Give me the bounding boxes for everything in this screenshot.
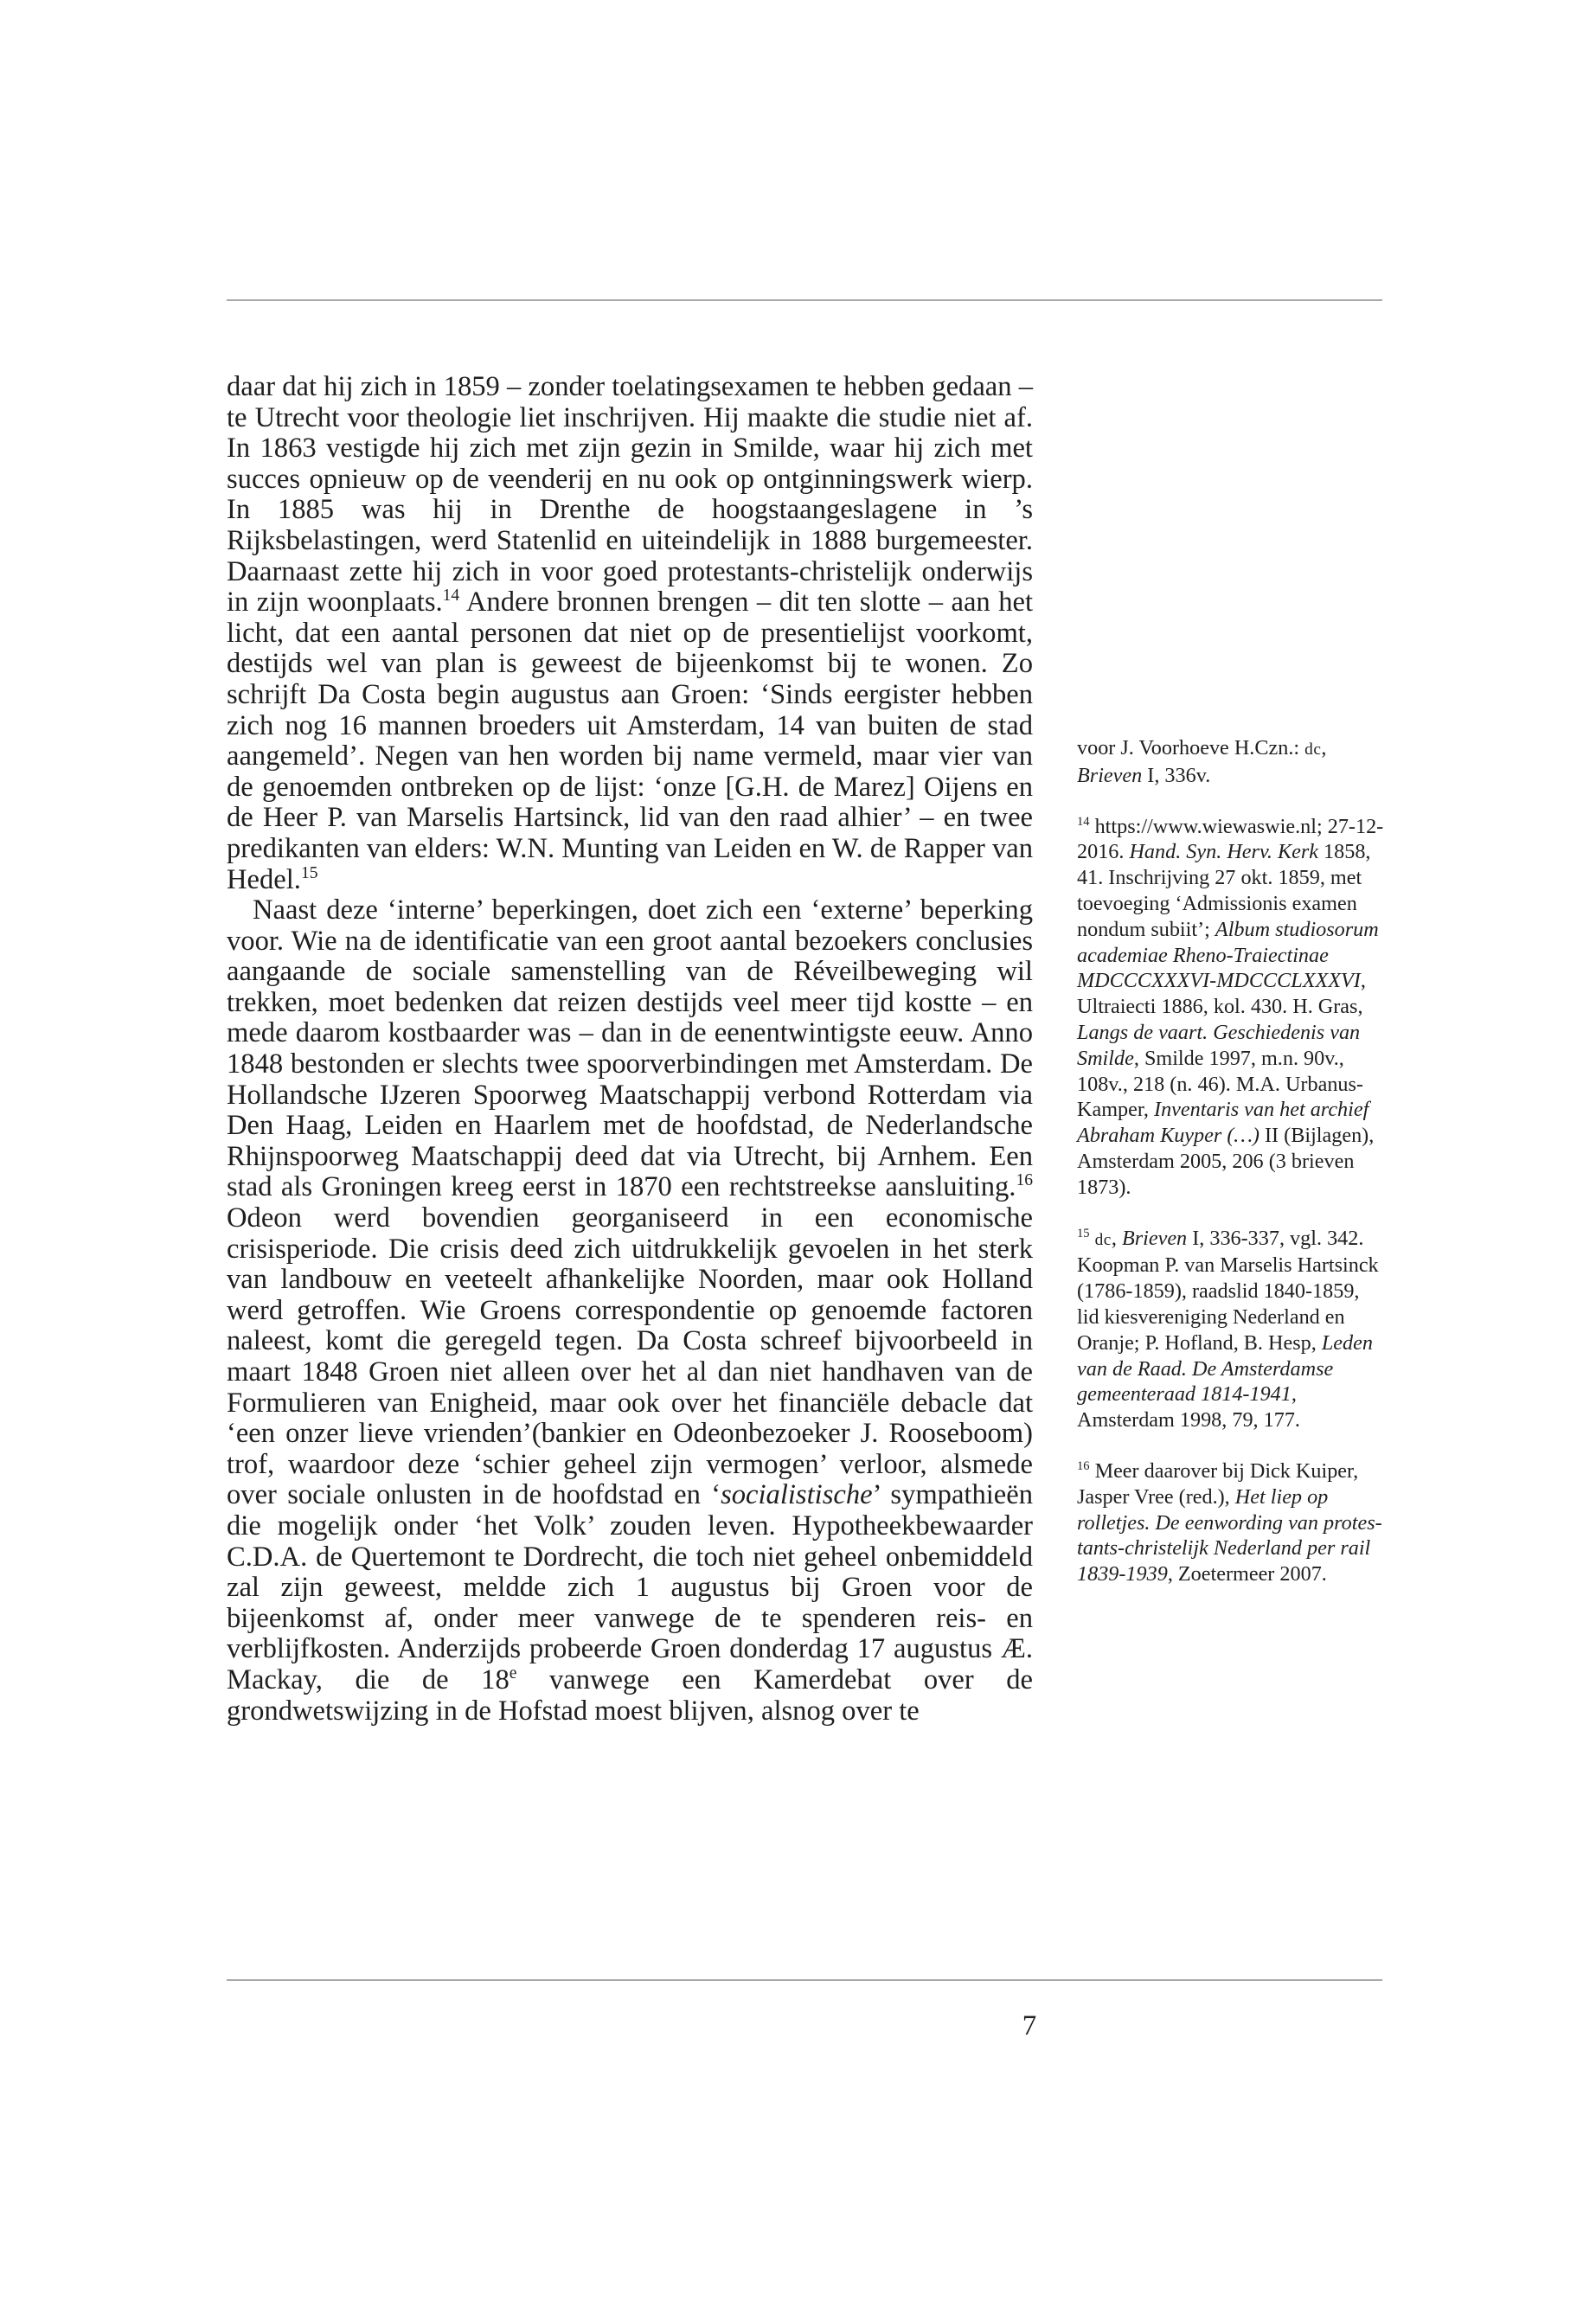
text-run: , xyxy=(1321,736,1327,760)
footnote-15 xyxy=(1077,1226,1384,1433)
footnote-continued xyxy=(1077,735,1384,789)
italic-text: Leden van de Raad. De Amsterdamse gemeenteraad 1814-1941 xyxy=(1077,1330,1373,1407)
footnote-ref: 16 xyxy=(1016,1171,1033,1190)
text-run: , Smilde 1997, m.n. 90v., 108v., 218 (n. 46). M.A. Urbanus-Kamper, xyxy=(1077,1046,1363,1122)
italic-text: Inventaris van het archief Abraham Kuyper (…) xyxy=(1077,1098,1369,1148)
text-run: I, 336v. xyxy=(1142,763,1211,787)
text-run: , xyxy=(1111,1226,1122,1250)
text-run: Odeon werd bovendien georganiseerd in een economische crisisperiode. Die crisis deed zich uitdrukkelijk gevoelen in het sterk van landbouw en veeteelt afhankelijke Noorden, maar ook Holland werd getroffen. Wie Groens correspondentie op genoemde factoren naleest, komt die geregeld tegen. Da Costa schreef bijvoorbeeld in maart 1848 Groen niet alleen over het al dan niet handhaven van de Formulieren van Enigheid, maar ook over het financiële debacle dat ‘een onzer lieve vrienden’(bankier en Odeonbezoeker J. Rooseboom) trof, waardoor deze ‘schier geheel zijn vermogen’ verloor, alsmede over sociale onlusten in de hoofdstad en ‘ xyxy=(227,1202,1033,1511)
text-run: https://www.wiewaswie.nl; 27-12-2016. xyxy=(1077,814,1384,864)
text-run: Naast deze ‘interne’ beperkingen, doet zich een ‘externe’ beperking voor. Wie na de identificatie van een groot aantal bezoekers conclusies aangaande de sociale samenstelling van de Réveilbeweging wil trekken, moet bedenken dat reizen destijds veel meer tijd kostte – en mede daarom kostbaarder was – dan in de eenentwintigste eeuw. Anno 1848 bestonden er slechts twee spoorverbindingen met Amsterdam. De Hollandsche IJzeren Spoorweg Maatschappij verbond Rotterdam via Den Haag, Leiden en Haarlem met de hoofdstad, de Nederlandsche Rhijnspoorweg Maatschappij deed dat via Utrecht, bij Arnhem. Een stad als Groningen kreeg eerst in 1870 een rechtstreekse aansluiting. xyxy=(227,894,1033,1203)
footnote-14 xyxy=(1077,814,1384,1201)
footnote-ref: 15 xyxy=(1077,1226,1090,1240)
page-number: 7 xyxy=(1022,2010,1037,2041)
footnote-16 xyxy=(1077,1458,1384,1587)
text-run: I, 336-337, vgl. 342. Koopman P. van Marselis Hartsinck (1786-1859), raadslid 1840-1859, lid kiesvereniging Nederland en Oranje; P. Hofland, B. Hesp, xyxy=(1077,1226,1379,1355)
italic-text: Album studiosorum academiae Rheno-Traiectinae MDCCCXXXVI-MDCCCLXXXVI xyxy=(1077,917,1379,993)
text-run: , Zoetermeer 2007. xyxy=(1167,1562,1327,1586)
text-run: ’ sympathieën die mogelijk onder ‘het Volk’ zouden leven. Hypotheekbewaarder C.D.A. de Quertemont te Dordrecht, die toch niet geheel onbemiddeld zal zijn geweest, meldde zich 1 augustus bij Groen voor de bijeenkomst af, onder meer vanwege de te spenderen reis- en verblijfkosten. Anderzijds probeerde Groen donderdag 17 augustus Æ. Mackay, die de 18 xyxy=(227,1479,1034,1695)
italic-text: Het liep op rolletjes. De eenwording van protestants-christelijk Nederland per rail 1839-1939 xyxy=(1077,1484,1382,1586)
footnotes-column xyxy=(1077,735,1384,1612)
body-paragraph-2 xyxy=(227,895,1033,1727)
small-caps-text: dc xyxy=(1304,740,1322,759)
text-run: voor J. Voorhoeve H.Czn.: xyxy=(1077,736,1305,760)
footnote-ref: 14 xyxy=(442,586,460,606)
text-run: vanwege een Kamerdebat over de grondwetswijzing in de Hofstad moest blijven, alsnog over te xyxy=(227,1663,1034,1727)
footnote-ref: 15 xyxy=(300,863,318,882)
footnote-ref: 16 xyxy=(1077,1458,1090,1473)
text-run: daar dat hij zich in 1859 – zonder toelatingsexamen te hebben gedaan – te Utrecht voor theologie liet inschrijven. Hij maakte die studie niet af. In 1863 vestigde hij zich met zijn gezin in Smilde, waar hij zich met succes opnieuw op de veenderij en nu ook op ontginningswerk wierp. In 1885 was hij in Drenthe de hoogstaangeslagene in ’s Rijksbelastingen, werd Statenlid en uiteindelijk in 1888 burgemeester. Daarnaast zette hij zich in voor goed protestants-christelijk onderwijs in zijn woonplaats. xyxy=(227,371,1033,619)
small-caps-text: dc xyxy=(1094,1230,1112,1249)
italic-text: Brieven xyxy=(1121,1226,1188,1250)
footnote-ref: 14 xyxy=(1077,814,1090,829)
italic-text: Langs de vaart. Geschiedenis van Smilde xyxy=(1077,1020,1361,1070)
body-paragraph-1 xyxy=(227,372,1033,895)
main-text-column xyxy=(227,372,1033,1727)
text-run: II (Bijlagen), Amsterdam 2005, 206 (3 brieven 1873). xyxy=(1077,1124,1375,1199)
text-run: 1858, 41. Inschrijving 27 okt. 1859, met toevoeging ‘Admissionis examen nondum subiit’; xyxy=(1077,840,1371,941)
footnote-ref: e xyxy=(509,1664,517,1683)
italic-text: Hand. Syn. Herv. Kerk xyxy=(1129,840,1318,864)
italic-text: Brieven xyxy=(1077,763,1143,787)
italic-text: socialistische xyxy=(721,1479,873,1511)
text-run: Meer daarover bij Dick Kuiper, Jasper Vree (red.), xyxy=(1077,1458,1359,1509)
footer-rule xyxy=(227,1979,1382,1981)
text-run: , Ultraiecti 1886, kol. 430. H. Gras, xyxy=(1077,969,1366,1019)
text-run: , Amsterdam 1998, 79, 177. xyxy=(1077,1382,1300,1433)
text-run: Andere bronnen brengen – dit ten slotte – aan het licht, dat een aantal personen dat niet op de presentielijst voorkomt, destijds wel van plan is geweest de bijeenkomst bij te wonen. Zo schrijft Da Costa begin augustus aan Groen: ‘Sinds eergister hebben zich nog 16 mannen broeders uit Amsterdam, 14 van buiten de stad aangemeld’. Negen van hen worden bij name vermeld, maar vier van de genoemden ontbreken op de lijst: ‘onze [G.H. de Marez] Oijens en de Heer P. van Marselis Hartsinck, lid van den raad alhier’ – en twee predikanten van elders: W.N. Munting van Leiden en W. de Rapper van Hedel. xyxy=(227,586,1033,895)
header-rule xyxy=(227,299,1382,301)
